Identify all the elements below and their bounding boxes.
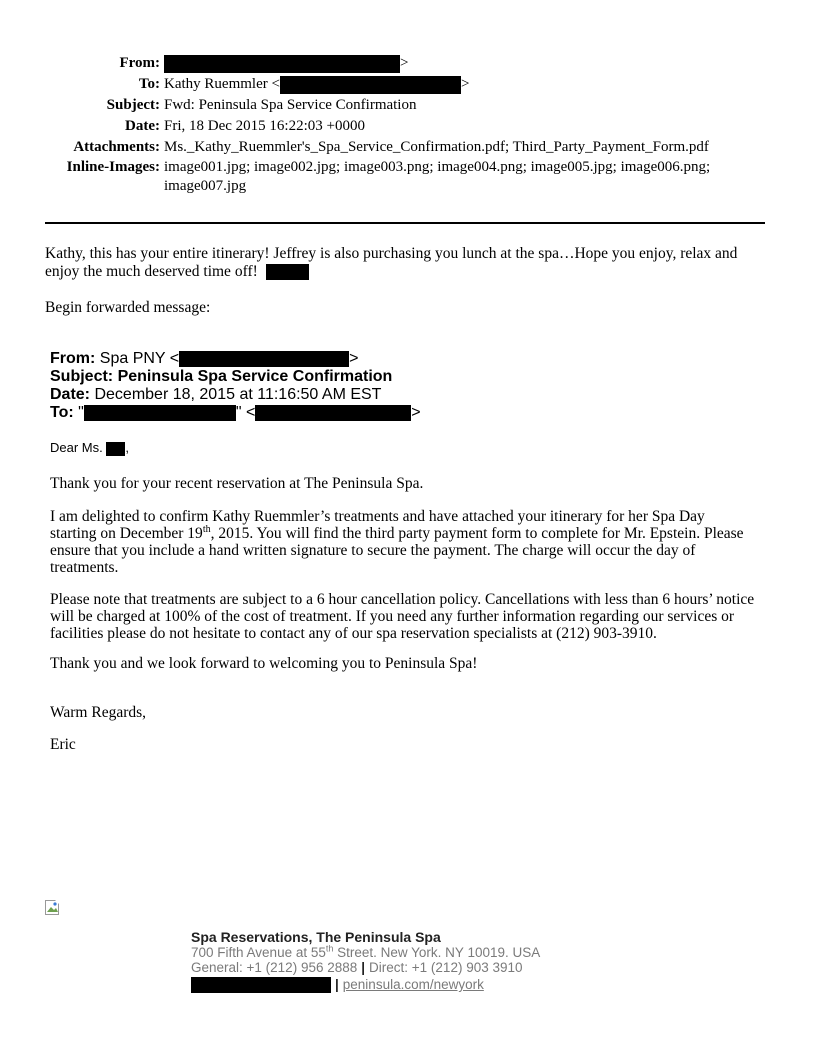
header-subject-row <box>20 95 780 116</box>
from-close-bracket: > <box>400 55 409 71</box>
redaction-block <box>179 351 349 367</box>
intro-paragraph <box>45 245 770 281</box>
signature-phones <box>191 961 540 975</box>
date-value: Fri, 18 Dec 2015 16:22:03 +0000 <box>164 118 365 134</box>
fwd-from-row <box>50 350 421 368</box>
letter-paragraph-4: Thank you and we look forward to welcoming you to Peninsula Spa! <box>50 655 478 672</box>
to-value <box>164 74 780 95</box>
letter-paragraph-2 <box>50 508 755 576</box>
fwd-from-close: > <box>349 350 359 367</box>
to-close-bracket: > <box>460 76 470 92</box>
header-to-row <box>20 74 780 95</box>
subject-label: Subject: <box>106 97 160 113</box>
fwd-subject-row <box>50 368 421 386</box>
attachments-label: Attachments: <box>73 139 160 155</box>
redaction-block <box>84 405 236 421</box>
letter-closing: Warm Regards, <box>50 704 147 721</box>
fwd-from-value: Spa PNY < <box>99 350 180 367</box>
signature-web-row <box>191 977 540 993</box>
attachments-value[interactable]: Ms._Kathy_Ruemmler's_Spa_Service_Confirmation.pdf; Third_Party_Payment_Form.pdf <box>164 139 709 155</box>
email-signature <box>191 929 540 993</box>
letter-paragraph-3: Please note that treatments are subject to a 6 hour cancellation policy. Cancellations with less than 6 hours’ notice will be charged at 100% of the cost of treatment. If you need any further information regarding our services or facilities please do not hesitate to contact any of our spa reservation specialists at (212) 903-3910. <box>50 591 755 642</box>
fwd-to-label: To: <box>50 404 74 421</box>
signature-address <box>191 945 540 961</box>
address-a: 700 Fifth Avenue at 55 <box>191 945 326 960</box>
redaction-block <box>106 442 125 456</box>
inline-images-label: Inline-Images: <box>66 159 160 175</box>
header-date-row <box>20 116 780 137</box>
greeting-text: Dear Ms. <box>50 440 103 455</box>
greeting <box>50 440 129 456</box>
header-inline-images-row <box>20 158 780 196</box>
fwd-to-mid: " < <box>235 404 256 421</box>
redaction-block <box>255 405 411 421</box>
from-value <box>164 53 780 74</box>
intro-text: Kathy, this has your entire itinerary! Jeffrey is also purchasing you lunch at the spa…Hope you enjoy, relax and enjoy the much deserved time off! <box>45 245 738 280</box>
address-b: Street. New York. NY 10019. USA <box>333 945 541 960</box>
fwd-subject-value: Peninsula Spa Service Confirmation <box>117 368 393 385</box>
fwd-to-close: > <box>411 404 421 421</box>
email-header <box>20 53 780 196</box>
fwd-date-value: December 18, 2015 at 11:16:50 AM EST <box>94 386 382 403</box>
letter-paragraph-1: Thank you for your recent reservation at The Peninsula Spa. <box>50 475 424 492</box>
redaction-block <box>164 55 400 73</box>
header-attachments-row <box>20 137 780 158</box>
date-label: Date: <box>125 118 160 134</box>
letter-signoff-name: Eric <box>50 736 76 753</box>
fwd-date-row <box>50 386 421 404</box>
fwd-from-label: From: <box>50 350 96 367</box>
to-name: Kathy Ruemmler < <box>164 76 280 92</box>
separator: | <box>361 960 366 975</box>
separator: | <box>335 977 339 992</box>
p2-text-b: , 2015. You will find the third party payment form to complete for Mr. Epstein. Please ensure that you include a hand written signature to secure the payment. The charge will occur the day of treatments. <box>50 525 744 576</box>
direct-phone: Direct: +1 (212) 903 3910 <box>369 960 523 975</box>
fwd-subject-label: Subject: <box>50 368 114 385</box>
from-label: From: <box>119 55 160 71</box>
subject-value: Fwd: Peninsula Spa Service Confirmation <box>164 97 417 113</box>
broken-image-icon <box>45 900 61 916</box>
forwarded-header <box>50 350 421 422</box>
general-phone: General: +1 (212) 956 2888 <box>191 960 358 975</box>
redaction-block <box>191 977 331 993</box>
to-label: To: <box>138 76 160 92</box>
inline-images-value: image001.jpg; image002.jpg; image003.png; image004.png; image005.jpg; image006.png; image007.jpg <box>164 159 711 194</box>
address-superscript: th <box>325 943 334 954</box>
redaction-block <box>280 76 461 94</box>
p2-text-a: I am delighted to confirm Kathy Ruemmler’s treatments and have attached your itinerary for her Spa Day starting on December 19 <box>50 508 705 542</box>
header-divider <box>45 222 765 224</box>
fwd-to-row <box>50 404 421 422</box>
fwd-to-open-quote: " <box>78 404 84 421</box>
greeting-comma: , <box>125 440 129 455</box>
header-from-row <box>20 53 780 74</box>
redaction-block <box>266 264 309 280</box>
begin-forwarded-label: Begin forwarded message: <box>45 299 211 316</box>
website-link[interactable]: peninsula.com/newyork <box>342 977 484 992</box>
fwd-date-label: Date: <box>50 386 91 403</box>
signature-org: Spa Reservations, The Peninsula Spa <box>191 929 441 945</box>
p2-superscript: th <box>202 523 211 535</box>
